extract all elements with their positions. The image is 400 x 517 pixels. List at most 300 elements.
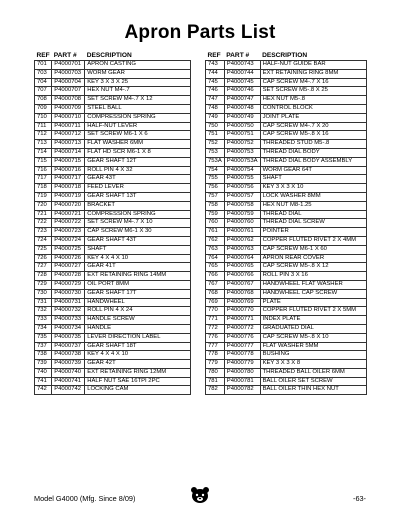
parts-table-left-column [34,51,191,395]
ref-cell: 750 [206,122,225,131]
table-row [35,360,191,369]
footer-page-number: -63- [353,494,366,503]
description-cell: CONTROL BLOCK [260,104,366,113]
description-cell: KEY 4 X 4 X 10 [85,254,191,263]
ref-cell: 779 [206,360,225,369]
table-row [35,228,191,237]
ref-cell: 771 [206,316,225,325]
part-number-cell: P4000753A [224,157,260,166]
description-cell: WORM GEAR [85,69,191,78]
description-cell: LEVER DIRECTION LABEL [85,333,191,342]
ref-cell: 768 [206,289,225,298]
description-cell: HALF NUT SAE 16TPI 2PC [85,377,191,386]
ref-cell: 743 [206,61,225,70]
description-cell: CAP SCREW M5-.8 X 16 [260,131,366,140]
ref-cell: 717 [35,175,52,184]
table-row [35,263,191,272]
description-cell: FEED LEVER [85,184,191,193]
table-row [35,289,191,298]
ref-cell: 762 [206,236,225,245]
part-number-cell: P4000741 [52,377,85,386]
ref-cell: 719 [35,192,52,201]
table-row [206,228,367,237]
part-number-cell: P4000703 [52,69,85,78]
table-row [206,166,367,175]
description-cell: KEY 3 X 3 X 8 [260,360,366,369]
description-cell: FLAT HD SCR M6-1 X 8 [85,148,191,157]
description-cell: COPPER FLUTED RIVET 2 X 4MM [260,236,366,245]
description-cell: APRON REAR COVER [260,254,366,263]
part-number-cell: P4000718 [52,184,85,193]
table-row [35,307,191,316]
part-number-cell: P4000717 [52,175,85,184]
ref-cell: 738 [35,351,52,360]
ref-cell: 748 [206,104,225,113]
ref-cell: 770 [206,307,225,316]
table-row [35,272,191,281]
description-cell: OIL PORT 8MM [85,280,191,289]
table-row [35,333,191,342]
table-row [206,131,367,140]
description-cell: GEAR SHAFT 18T [85,342,191,351]
part-number-cell: P4000776 [224,333,260,342]
ref-cell: 712 [35,131,52,140]
part-number-cell: P4000722 [52,219,85,228]
ref-cell: 744 [206,69,225,78]
ref-cell: 716 [35,166,52,175]
ref-cell: 710 [35,113,52,122]
description-cell: SET SCREW M4-.7 X 12 [85,96,191,105]
ref-cell: 753A [206,157,225,166]
header-part: PART # [53,51,77,59]
table-row [35,219,191,228]
part-number-cell: P4000743 [224,61,260,70]
description-cell: COMPRESSION SPRING [85,113,191,122]
description-cell: CAP SCREW M5-.8 X 12 [260,263,366,272]
ref-cell: 756 [206,184,225,193]
ref-cell: 701 [35,61,52,70]
part-number-cell: P4000750 [224,122,260,131]
part-number-cell: P4000724 [52,236,85,245]
table-row [35,131,191,140]
table-row [206,351,367,360]
ref-cell: 715 [35,157,52,166]
description-cell: CAP SCREW M6-1 X 30 [85,228,191,237]
ref-cell: 772 [206,324,225,333]
description-cell: GEAR SHAFT 13T [85,192,191,201]
part-number-cell: P4000735 [52,333,85,342]
ref-cell: 727 [35,263,52,272]
ref-cell: 766 [206,272,225,281]
table-row [35,368,191,377]
table-row [206,78,367,87]
table-row [35,351,191,360]
table-row [206,87,367,96]
table-row [206,219,367,228]
table-row [35,298,191,307]
table-row [206,377,367,386]
ref-cell: 725 [35,245,52,254]
ref-cell: 721 [35,210,52,219]
table-row [35,140,191,149]
ref-cell: 746 [206,87,225,96]
part-number-cell: P4000755 [224,175,260,184]
table-row [206,316,367,325]
parts-table-left [34,51,191,395]
table-row [206,61,367,70]
ref-cell: 757 [206,192,225,201]
ref-cell: 778 [206,351,225,360]
part-number-cell: P4000779 [224,360,260,369]
ref-cell: 739 [35,360,52,369]
table-header-row [35,51,191,61]
header-ref: REF [36,51,50,59]
ref-cell: 759 [206,210,225,219]
part-number-cell: P4000721 [52,210,85,219]
description-cell: LOCKING CAM [85,386,191,395]
table-row [206,342,367,351]
footer-model: Model G4000 (Mfg. Since 8/09) [34,494,136,503]
description-cell: KEY 3 X 3 X 25 [85,78,191,87]
description-cell: KEY 3 X 3 X 10 [260,184,366,193]
part-number-cell: P4000712 [52,131,85,140]
table-row [206,368,367,377]
description-cell: THREADED STUD M5-.8 [260,140,366,149]
ref-cell: 751 [206,131,225,140]
description-cell: INDEX PLATE [260,316,366,325]
ref-cell: 726 [35,254,52,263]
ref-cell: 711 [35,122,52,131]
table-row [35,61,191,70]
ref-cell: 761 [206,228,225,237]
table-row [35,316,191,325]
ref-cell: 722 [35,219,52,228]
part-number-cell: P4000714 [52,148,85,157]
bear-logo-icon [189,486,211,504]
part-number-cell: P4000715 [52,157,85,166]
part-number-cell: P4000711 [52,122,85,131]
description-cell: KEY 4 X 4 X 10 [85,351,191,360]
part-number-cell: P4000742 [52,386,85,395]
ref-cell: 723 [35,228,52,237]
table-row [206,122,367,131]
part-number-cell: P4000780 [224,368,260,377]
part-number-cell: P4000726 [52,254,85,263]
part-number-cell: P4000719 [52,192,85,201]
description-cell: SET SCREW M4-.7 X 10 [85,219,191,228]
part-number-cell: P4000746 [224,87,260,96]
part-number-cell: P4000782 [224,386,260,395]
part-number-cell: P4000764 [224,254,260,263]
part-number-cell: P4000751 [224,131,260,140]
ref-cell: 720 [35,201,52,210]
description-cell: CAP SCREW M4-.7 X 20 [260,122,366,131]
part-number-cell: P4000762 [224,236,260,245]
description-cell: HANDLE SCREW [85,316,191,325]
description-cell: LOCK WASHER 8MM [260,192,366,201]
description-cell: BALL OILER THIN HEX NUT [260,386,366,395]
table-row [206,113,367,122]
parts-table-right [205,51,367,395]
ref-cell: 752 [206,140,225,149]
part-number-cell: P4000732 [52,307,85,316]
description-cell: ROLL PIN 4 X 24 [85,307,191,316]
ref-cell: 749 [206,113,225,122]
table-row [35,210,191,219]
part-number-cell: P4000756 [224,184,260,193]
ref-cell: 747 [206,96,225,105]
description-cell: THREAD DIAL [260,210,366,219]
description-cell: HANDWHEEL [85,298,191,307]
part-number-cell: P4000744 [224,69,260,78]
table-row [206,104,367,113]
part-number-cell: P4000752 [224,140,260,149]
part-number-cell: P4000716 [52,166,85,175]
header-part: PART # [226,51,250,59]
ref-cell: 735 [35,333,52,342]
table-row [206,324,367,333]
part-number-cell: P4000757 [224,192,260,201]
ref-cell: 758 [206,201,225,210]
ref-cell: 708 [35,96,52,105]
description-cell: HALF-NUT LEVER [85,122,191,131]
description-cell: EXT RETAINING RING 12MM [85,368,191,377]
ref-cell: 777 [206,342,225,351]
part-number-cell: P4000740 [52,368,85,377]
description-cell: THREAD DIAL SCREW [260,219,366,228]
part-number-cell: P4000770 [224,307,260,316]
ref-cell: 745 [206,78,225,87]
description-cell: HANDWHEEL CAP SCREW [260,289,366,298]
table-row [35,104,191,113]
description-cell: CAP SCREW M6-1 X 60 [260,245,366,254]
ref-cell: 724 [35,236,52,245]
description-cell: HALF-NUT GUIDE BAR [260,61,366,70]
table-row [35,122,191,131]
description-cell: ROLL PIN 4 X 32 [85,166,191,175]
part-number-cell: P4000765 [224,263,260,272]
part-number-cell: P4000768 [224,289,260,298]
table-row [35,236,191,245]
description-cell: STEEL BALL [85,104,191,113]
description-cell: SHAFT [260,175,366,184]
table-row [206,298,367,307]
description-cell: COMPRESSION SPRING [85,210,191,219]
table-row [35,245,191,254]
ref-cell: 737 [35,342,52,351]
part-number-cell: P4000725 [52,245,85,254]
description-cell: EXT RETAINING RING 14MM [85,272,191,281]
description-cell: HANDLE [85,324,191,333]
page-title: Apron Parts List [124,22,276,43]
description-cell: EXT RETAINING RING 8MM [260,69,366,78]
part-number-cell: P4000748 [224,104,260,113]
table-row [35,157,191,166]
ref-cell: 776 [206,333,225,342]
ref-cell: 713 [35,140,52,149]
description-cell: PLATE [260,298,366,307]
description-cell: JOINT PLATE [260,113,366,122]
part-number-cell: P4000771 [224,316,260,325]
table-row [206,333,367,342]
description-cell: SET SCREW M6-1 X 6 [85,131,191,140]
table-row [206,254,367,263]
part-number-cell: P4000704 [52,78,85,87]
ref-cell: 704 [35,78,52,87]
table-row [206,157,367,166]
table-row [206,289,367,298]
table-row [206,96,367,105]
ref-cell: 760 [206,219,225,228]
part-number-cell: P4000713 [52,140,85,149]
part-number-cell: P4000777 [224,342,260,351]
table-row [206,140,367,149]
part-number-cell: P4000730 [52,289,85,298]
table-row [206,175,367,184]
description-cell: GRADUATED DIAL [260,324,366,333]
part-number-cell: P4000710 [52,113,85,122]
description-cell: COPPER FLUTED RIVET 2 X 5MM [260,307,366,316]
description-cell: HANDWHEEL FLAT WASHER [260,280,366,289]
table-row [206,307,367,316]
description-cell: BALL OILER SET SCREW [260,377,366,386]
part-number-cell: P4000754 [224,166,260,175]
description-cell: APRON CASTING [85,61,191,70]
ref-cell: 763 [206,245,225,254]
description-cell: FLAT WASHER 5MM [260,342,366,351]
description-cell: CAP SCREW M5-.8 X 10 [260,333,366,342]
ref-cell: 755 [206,175,225,184]
table-row [206,272,367,281]
ref-cell: 782 [206,386,225,395]
part-number-cell: P4000734 [52,324,85,333]
parts-table-right-column [205,51,367,395]
ref-cell: 769 [206,298,225,307]
ref-cell: 709 [35,104,52,113]
part-number-cell: P4000778 [224,351,260,360]
part-number-cell: P4000769 [224,298,260,307]
table-row [35,113,191,122]
table-row [35,78,191,87]
description-cell: GEAR SHAFT 17T [85,289,191,298]
part-number-cell: P4000708 [52,96,85,105]
ref-cell: 767 [206,280,225,289]
header-description: DESCRIPTION [86,51,132,59]
part-number-cell: P4000763 [224,245,260,254]
ref-cell: 729 [35,280,52,289]
part-number-cell: P4000707 [52,87,85,96]
part-number-cell: P4000772 [224,324,260,333]
part-number-cell: P4000753 [224,148,260,157]
part-number-cell: P4000729 [52,280,85,289]
part-number-cell: P4000720 [52,201,85,210]
ref-cell: 734 [35,324,52,333]
table-row [35,148,191,157]
part-number-cell: P4000758 [224,201,260,210]
ref-cell: 731 [35,298,52,307]
ref-cell: 740 [35,368,52,377]
part-number-cell: P4000749 [224,113,260,122]
ref-cell: 781 [206,377,225,386]
header-description: DESCRIPTION [262,51,308,59]
table-row [206,148,367,157]
ref-cell: 703 [35,69,52,78]
table-header-row [206,51,367,61]
ref-cell: 707 [35,87,52,96]
ref-cell: 741 [35,377,52,386]
description-cell: ROLL PIN 3 X 16 [260,272,366,281]
table-row [35,192,191,201]
table-row [35,201,191,210]
table-row [35,69,191,78]
table-row [35,280,191,289]
description-cell: BRACKET [85,201,191,210]
ref-cell: 754 [206,166,225,175]
description-cell: BUSHING [260,351,366,360]
table-row [35,166,191,175]
table-row [206,69,367,78]
ref-cell: 730 [35,289,52,298]
table-row [206,201,367,210]
description-cell: CAP SCREW M4-.7 X 16 [260,78,366,87]
part-number-cell: P4000761 [224,228,260,237]
table-row [35,184,191,193]
part-number-cell: P4000766 [224,272,260,281]
part-number-cell: P4000737 [52,342,85,351]
description-cell: GEAR 42T [85,360,191,369]
part-number-cell: P4000738 [52,351,85,360]
description-cell: THREADED BALL OILER 6MM [260,368,366,377]
header-ref: REF [207,51,221,59]
part-number-cell: P4000709 [52,104,85,113]
table-row [35,324,191,333]
part-number-cell: P4000767 [224,280,260,289]
description-cell: FLAT WASHER 6MM [85,140,191,149]
ref-cell: 733 [35,316,52,325]
part-number-cell: P4000747 [224,96,260,105]
ref-cell: 718 [35,184,52,193]
table-row [206,386,367,395]
part-number-cell: P4000728 [52,272,85,281]
description-cell: THREAD DIAL BODY ASSEMBLY [260,157,366,166]
table-row [206,245,367,254]
description-cell: HEX NUT M4-.7 [85,87,191,96]
table-row [206,210,367,219]
part-number-cell: P4000781 [224,377,260,386]
ref-cell: 732 [35,307,52,316]
table-row [35,87,191,96]
ref-cell: 714 [35,148,52,157]
ref-cell: 753 [206,148,225,157]
part-number-cell: P4000760 [224,219,260,228]
table-row [206,280,367,289]
description-cell: GEAR SHAFT 43T [85,236,191,245]
part-number-cell: P4000733 [52,316,85,325]
description-cell: GEAR 41T [85,263,191,272]
description-cell: SET SCREW M5-.8 X 25 [260,87,366,96]
part-number-cell: P4000745 [224,78,260,87]
part-number-cell: P4000723 [52,228,85,237]
description-cell: POINTER [260,228,366,237]
table-row [206,360,367,369]
part-number-cell: P4000727 [52,263,85,272]
description-cell: HEX NUT M8-1.25 [260,201,366,210]
ref-cell: 764 [206,254,225,263]
description-cell: WORM GEAR 64T [260,166,366,175]
table-row [35,342,191,351]
table-row [206,236,367,245]
part-number-cell: P4000731 [52,298,85,307]
